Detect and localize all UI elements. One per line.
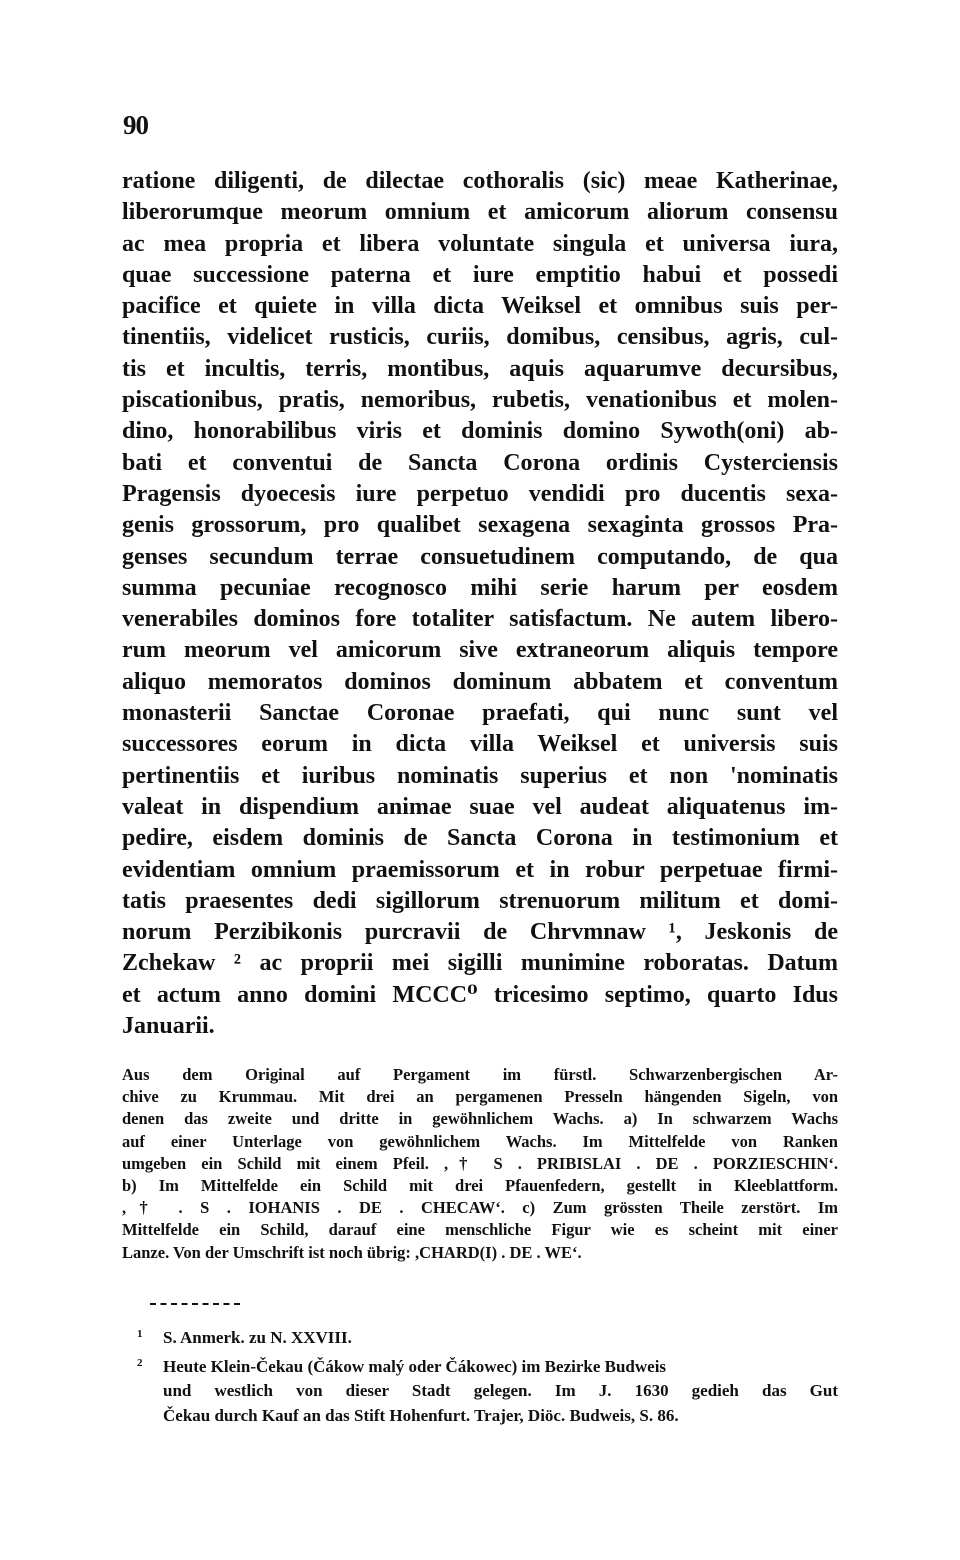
footnote-separator [150, 1303, 240, 1305]
text-line: pedire, eisdem dominis de Sancta Corona in testimonium et [122, 825, 838, 852]
footnote-line: S. Anmerk. zu N. XXVIII. [163, 1328, 352, 1347]
text-line: Januarii. [122, 1013, 215, 1040]
footnote [137, 1351, 838, 1429]
text-line: bati et conventui de Sancta Corona ordinis Cysterciensis [122, 449, 838, 476]
charter-text [122, 166, 838, 1042]
text-line: piscationibus, pratis, nemoribus, rubetis, venationibus et molen- [122, 387, 838, 414]
text-line: pacifice et quiete in villa dicta Weiksel et omnibus suis per- [122, 293, 838, 320]
text-line: genses secundum terrae consuetudinem computando, de qua [122, 543, 838, 570]
footnote-line: und westlich von dieser Stadt gelegen. Im J. 1630 gedieh das Gut [163, 1381, 838, 1400]
text-line: tatis praesentes dedi sigillorum strenuorum militum et domi- [122, 887, 838, 914]
footnote-marker: 2 [137, 1356, 143, 1369]
text-line: liberorumque meorum omnium et amicorum aliorum consensu [122, 199, 838, 226]
footnote-marker: 1 [137, 1328, 143, 1340]
note-line: umgeben ein Schild mit einem Pfeil. ,† S . PRIBISLAI . DE . PORZIESCHIN‘. [122, 1153, 838, 1173]
text-line: Zchekaw ² ac proprii mei sigilli munimine roboratas. Datum [122, 950, 838, 977]
text-line: Pragensis dyoecesis iure perpetuo vendidi pro ducentis sexa- [122, 480, 838, 507]
text-line: rum meorum vel amicorum sive extraneorum aliquis tempore [122, 637, 838, 664]
source-note [122, 1064, 838, 1264]
text-line: dino, honorabilibus viris et dominis domino Sywoth(oni) ab- [122, 418, 838, 445]
text-line: venerabiles dominos fore totaliter satisfactum. Ne autem libero- [122, 606, 838, 633]
footnotes [137, 1322, 838, 1428]
note-line: auf einer Unterlage von gewöhnlichem Wachs. Im Mittelfelde von Ranken [122, 1131, 838, 1151]
note-line: denen das zweite und dritte in gewöhnlichem Wachs. a) In schwarzem Wachs [122, 1109, 838, 1129]
text-line: tis et incultis, terris, montibus, aquis aquarumve decursibus, [122, 355, 838, 382]
note-line: Aus dem Original auf Pergament im fürstl. Schwarzenbergischen Ar- [122, 1065, 838, 1084]
text-line: quae successione paterna et iure emptitio habui et possedi [122, 261, 838, 288]
text-line: pertinentiis et iuribus nominatis superius et non 'nominatis [122, 762, 838, 789]
note-line: ,† . S . IOHANIS . DE . CHECAW‘. c) Zum grössten Theile zerstört. Im [122, 1198, 838, 1218]
text-line: evidentiam omnium praemissorum et in robur perpetuae firmi- [122, 856, 838, 883]
footnote [137, 1322, 838, 1351]
text-line: genis grossorum, pro qualibet sexagena sexaginta grossos Pra- [122, 512, 838, 539]
text-line: summa pecuniae recognosco mihi serie harum per eosdem [122, 574, 838, 601]
text-line: ratione diligenti, de dilectae cothoralis (sic) meae Katherinae, [122, 168, 838, 194]
footnote-line: Čekau durch Kauf an das Stift Hohenfurt. Trajer, Diöc. Budweis, S. 86. [163, 1405, 679, 1425]
text-line: tinentiis, videlicet rusticis, curiis, domibus, censibus, agris, cul- [122, 324, 838, 351]
text-line: aliquo memoratos dominos dominum abbatem et conventum [122, 668, 838, 695]
note-line: Mittelfelde ein Schild, darauf eine menschliche Figur wie es scheint mit einer [122, 1220, 838, 1240]
note-line: chive zu Krummau. Mit drei an pergamenen Presseln hängenden Sigeln, von [122, 1087, 838, 1107]
note-line: b) Im Mittelfelde ein Schild mit drei Pfauenfedern, gestellt in Kleeblattform. [122, 1176, 838, 1196]
text-line: ac mea propria et libera voluntate singula et universa iura, [122, 230, 838, 257]
text-line: successores eorum in dicta villa Weiksel et universis suis [122, 731, 838, 758]
text-line: et actum anno domini MCCC⁰ tricesimo septimo, quarto Idus [122, 981, 838, 1008]
text-line: monasterii Sanctae Coronae praefati, qui nunc sunt vel [122, 700, 838, 727]
text-line: norum Perzibikonis purcravii de Chrvmnaw ¹, Jeskonis de [122, 919, 838, 946]
page-number: 90 [123, 110, 148, 140]
note-line: Lanze. Von der Umschrift ist noch übrig: ,CHARD(I) . DE . WE‘. [122, 1242, 582, 1262]
text-line: valeat in dispendium animae suae vel audeat aliquatenus im- [122, 793, 838, 820]
footnote-line: Heute Klein-Čekau (Čákow malý oder Čákowec) im Bezirke Budweis [163, 1356, 667, 1376]
